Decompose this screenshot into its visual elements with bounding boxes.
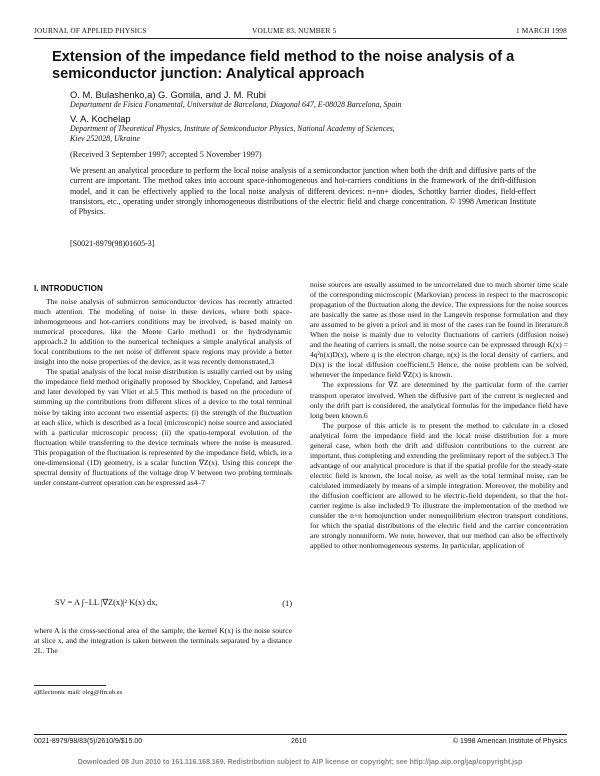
- paragraph-right-1: noise sources are usually assumed to be uncorrelated due to much shorter time scale of the corresponding microscopic (Markovian) process in respect to the macroscopic propagation of the fluctuation along the device. The expressions for the noise sources are basically the same as those used in the Langevin response formulation and they are assumed to be given a priori and in most of the cases can be found in literature.8 When the noise is mainly due to velocity fluctuations of carriers (diffusion noise) and the heating of carriers is small, the noise source can be expressed through K(x) = 4q²n(x)D(x), where q is the electron charge, n(x) is the local density of carriers, and D(x) is the local diffusion coefficient.5 Hence, the noise problem can be solved, whenever the impedance field ∇Z(x) is known.: [310, 280, 568, 380]
- page-number: 2610: [291, 738, 307, 745]
- left-column-continued: [34, 626, 292, 656]
- affiliation-2a: Department of Theoretical Physics, Institute of Semiconductor Physics, National Academy of Sciences,: [70, 124, 395, 133]
- left-column: [34, 297, 292, 488]
- footer-issn: 0021-8979/98/83(5)/2610/9/$15.00: [34, 738, 143, 745]
- paragraph-intro-1: The noise analysis of submicron semiconductor devices has recently attracted much attention. The modeling of noise in these devices, where both space-inhomogeneous and hot-carriers conditions may be involved, is based mainly on numerical procedures, like the Monte Carlo method1 or the hydrodynamic approach.2 In addition to the numerical techniques a simple analytical analysis of local contributions to the net noise of different space regions may provide a better insight into the noise properties of the device, as it was recently demonstrated.3: [34, 297, 292, 367]
- authors-group-1: O. M. Bulashenko,a) G. Gomila, and J. M. Rubi: [70, 89, 266, 100]
- received-dates: (Received 3 September 1997; accepted 5 November 1997): [70, 150, 262, 159]
- equation-number: (1): [282, 599, 292, 608]
- equation-1: [55, 597, 292, 607]
- abstract: We present an analytical procedure to perform the local noise analysis of a semiconductor junction when both the drift and diffusive parts of the current are important. The method takes into account space-inhomogeneous and hot-carriers conditions in the framework of the drift-diffusion model, and it can be effectively applied to the local noise analysis of different devices: n+nn+ diodes, Schottky barrier diodes, field-effect transistors, etc., operating under strongly inhomogeneous distributions of the electric field and charge concentration. © 1998 American Institute of Physics.: [70, 166, 536, 217]
- affiliation-1: Departament de Física Fonamental, Universitat de Barcelona, Diagonal 647, E-08028 Barcelona, Spain: [70, 100, 402, 109]
- right-column: [310, 280, 568, 551]
- paragraph-right-3: The purpose of this article is to present the method to calculate in a closed analytical form the impedance field and the local noise distribution for a more general case, when both the drift and diffusion contributions to the current are important, thus completing and extending the preliminary report of the subject.3 The advantage of our analytical procedure is that if the spatial profile for the steady-state electric field is known, the local noise, as well as the total terminal noise, can be calculated immediately by means of a simple integration. Moreover, the mobility and the diffusion coefficient are allowed to be electric-field dependent, so that the hot-carrier regime is also included.9 To illustrate the implementation of the method we consider the n+n homojunction under nonequilibrium electron transport conditions, for which the spatial distributions of the electric field and the carrier concentration are strongly nonuniform. We note, however, that our method can also be effectively applied to other nonhomogeneous systems. In particular, application of: [310, 420, 568, 551]
- footer-rule: [34, 734, 567, 735]
- issue-date: 1 MARCH 1998: [515, 26, 567, 35]
- doi-code: [S0021-8979(98)01605-3]: [70, 239, 155, 248]
- paragraph-right-2: The expressions for ∇Z are determined by the particular form of the carrier transport operator involved. When the diffusive part of the current is neglected and only the drift part is considered, the analytical formulas for the impedance field have long been known.6: [310, 380, 568, 420]
- footnote-email: a)Electronic mail: oleg@ffn.ub.es: [34, 689, 123, 696]
- header-rule: [34, 38, 567, 39]
- article-title: Extension of the impedance field method to the noise analysis of a semiconductor junction: Analytical approach: [52, 49, 515, 82]
- footer-copyright: © 1998 American Institute of Physics: [452, 738, 567, 745]
- volume-number: VOLUME 83, NUMBER 5: [252, 26, 337, 35]
- paragraph-intro-2: The spatial analysis of the local noise distribution is usually carried out by using the impedance field method originally proposed by Shockley, Copeland, and James4 and later developed by van Vliet et al.5 This method is based on the procedure of summing up the contributions from different slices of a device to the total terminal noise by taking into account two essential aspects: (i) the strength of the fluctuation at each slice, which is described as a local (microscopic) noise source and associated with a particular microscopic process; (ii) the spatio-temporal evolution of the fluctuation while transferring to the device terminals where the noise is measured. This propagation of the fluctuation is represented by the impedance field, which, in a one-dimensional (1D) geometry, is a scalar function ∇Z(x). Using this concept the spectral density of fluctuations of the voltage drop V between two probing terminals under constant-current operation can be expressed as4–7: [34, 367, 292, 487]
- download-notice: Downloaded 08 Jun 2010 to 161.116.168.169. Redistribution subject to AIP license or copyright; see http://jap.aip.org/jap/copyright.jsp: [77, 759, 523, 766]
- paragraph-intro-3: where A is the cross-sectional area of the sample, the kernel K(x) is the noise source at slice x, and the integration is taken between the terminals separated by a distance 2L. The: [34, 626, 292, 656]
- journal-name: JOURNAL OF APPLIED PHYSICS: [34, 26, 147, 35]
- affiliation-2b: Kiev 252028, Ukraine: [70, 134, 140, 143]
- authors-group-2: V. A. Kochelap: [70, 113, 131, 124]
- footnote-rule: [34, 685, 106, 686]
- equation-expression: SV = A ∫−LL |∇Z(x)|² K(x) dx,: [55, 598, 158, 607]
- section-heading: I. INTRODUCTION: [34, 284, 103, 293]
